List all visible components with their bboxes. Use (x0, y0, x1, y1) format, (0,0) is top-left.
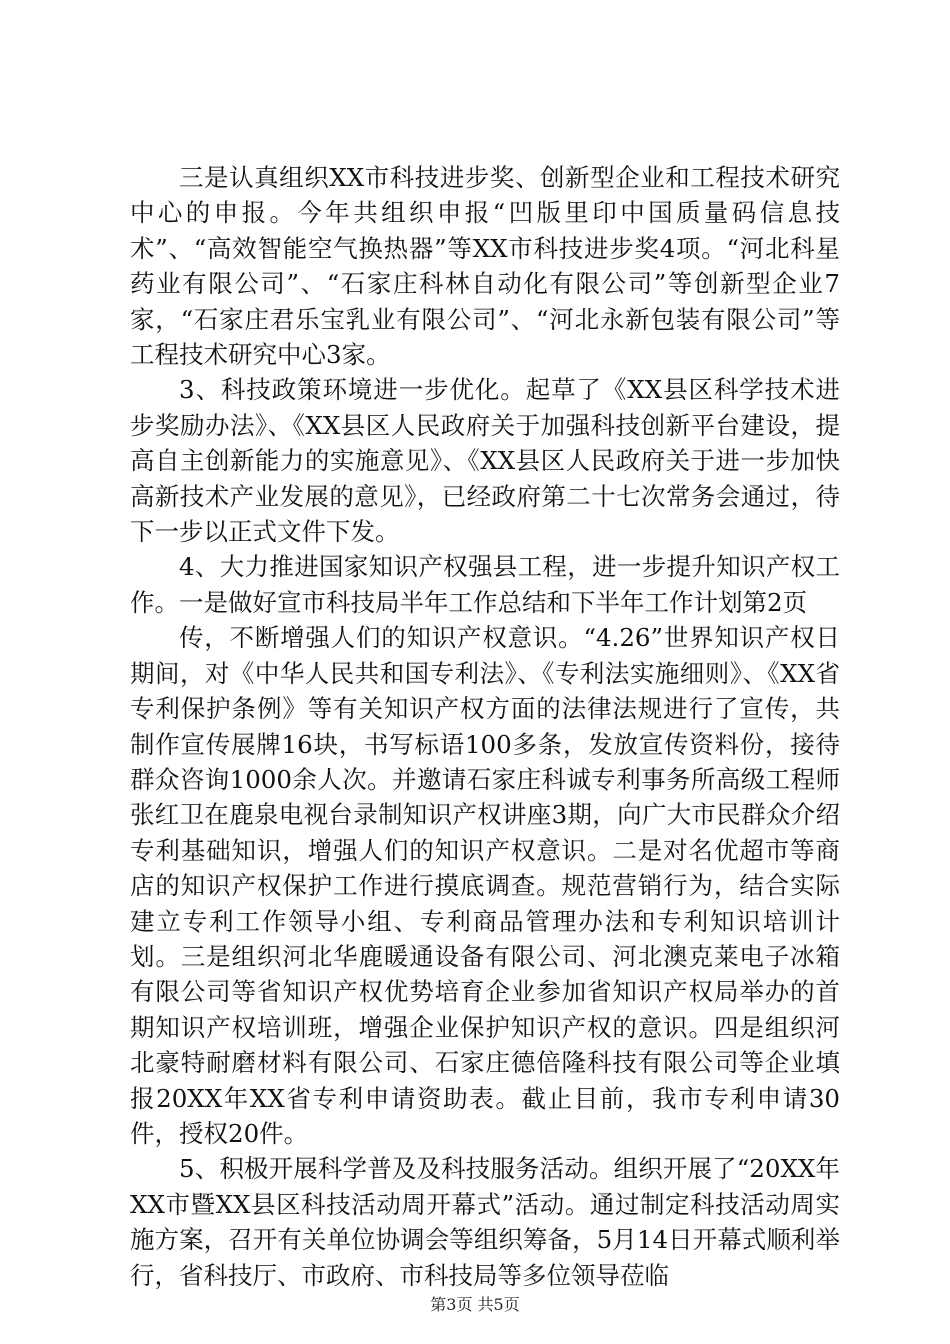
paragraph-science-popularization: 5、积极开展科学普及及科技服务活动。组织开展了“20XX年XX市暨XX县区科技活动周开幕式”活动。通过制定科技活动周实施方案，召开有关单位协调会等组织筹备，5月14日开幕式顺利举行，省科技厅、市政府、市科技局等多位领导莅临 (130, 1154, 840, 1290)
paragraph-ip-project: 4、大力推进国家知识产权强县工程，进一步提升知识产权工作。一是做好宣市科技局半年工作总结和下半年工作计划第2页 (130, 552, 840, 617)
paragraph-policy: 3、科技政策环境进一步优化。起草了《XX县区科学技术进步奖励办法》、《XX县区人民政府关于加强科技创新平台建设，提高自主创新能力的实施意见》、《XX县区人民政府关于进一步加快高新技术产业发展的意见》，已经政府第二十七次常务会通过，待下一步以正式文件下发。 (130, 375, 840, 547)
document-body (130, 160, 840, 1293)
paragraph-awards: 三是认真组织XX市科技进步奖、创新型企业和工程技术研究中心的申报。今年共组织申报“凹版里印中国质量码信息技术”、“高效智能空气换热器”等XX市科技进步奖4项。“河北科星药业有限公司”、“石家庄科林自动化有限公司”等创新型企业7家，“石家庄君乐宝乳业有限公司”、“河北永新包装有限公司”等工程技术研究中心3家。 (130, 163, 840, 370)
paragraph-ip-publicity: 传，不断增强人们的知识产权意识。“4.26”世界知识产权日期间，对《中华人民共和国专利法》、《专利法实施细则》、《XX省专利保护条例》等有关知识产权方面的法律法规进行了宣传，共制作宣传展牌16块，书写标语100多条，发放宣传资料份，接待群众咨询1000余人次。并邀请石家庄科诚专利事务所高级工程师张红卫在鹿泉电视台录制知识产权讲座3期，向广大市民群众介绍专利基础知识，增强人们的知识产权意识。二是对名优超市等商店的知识产权保护工作进行摸底调查。规范营销行为，结合实际建立专利工作领导小组、专利商品管理办法和专利知识培训计划。三是组织河北华鹿暖通设备有限公司、河北澳克莱电子冰箱有限公司等省知识产权优势培育企业参加省知识产权局举办的首期知识产权培训班，增强企业保护知识产权的意识。四是组织河北豪特耐磨材料有限公司、石家庄德倍隆科技有限公司等企业填报20XX年XX省专利申请资助表。截止目前，我市专利申请30件，授权20件。 (130, 623, 840, 1148)
page-footer: 第3页 共5页 (430, 1295, 520, 1314)
